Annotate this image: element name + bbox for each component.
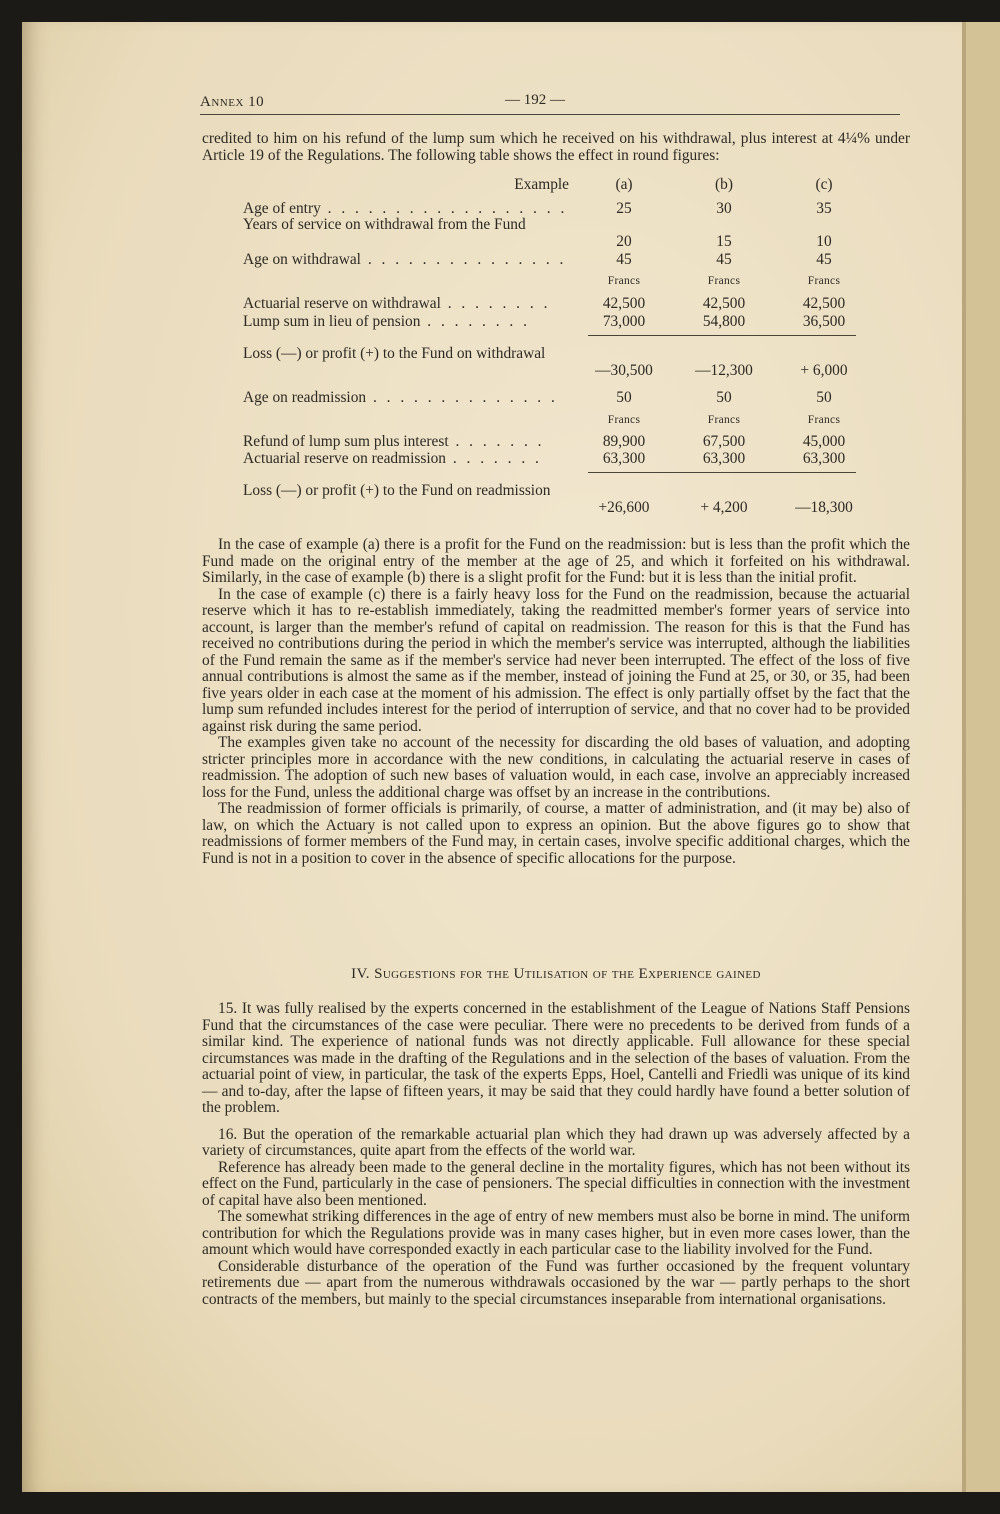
row-label: Actuarial reserve on readmission . . . . . . . [243, 450, 542, 467]
cell-b: + 4,200 [700, 499, 748, 516]
annex-label: Annex 10 [200, 94, 265, 110]
cell-b: 15 [716, 233, 732, 250]
page-number: — 192 — [505, 92, 565, 108]
paragraph: The somewhat striking differences in the age of entry of new members must also be borne in mind. The uniform contribution for which the Regulations provide was in many cases higher, but in even more cases lower, than the amount which would have corresponded exactly in each particular case to the liability involved for the Fund. [202, 1208, 910, 1258]
col-a-heading: (a) [615, 176, 633, 193]
table-row [243, 433, 863, 450]
col-c-heading: (c) [815, 176, 833, 193]
cell-b: 45 [716, 251, 732, 268]
cell-c: 45,000 [802, 433, 846, 450]
cell-c: 63,300 [802, 450, 846, 467]
row-label: Age of entry . . . . . . . . . . . . . . . . . . [243, 200, 568, 217]
cell-b: 30 [716, 200, 732, 217]
unit-a: Francs [607, 275, 641, 287]
cell-b: 54,800 [702, 313, 746, 330]
paragraph: In the case of example (c) there is a fairly heavy loss for the Fund on the readmission, because the actuarial reserve which it has to re-establish immediately, taking the readmitted member's former years of service into account, is larger than the member's refund of capital on readmission. The reason for this is that the Fund has received no contributions during the period in which the member's service was interrupted, although the liabilities of the Fund remain the same as if the member's service had never been interrupted. The effect of the loss of five annual contributions is almost the same as if the member, instead of joining the Fund at 25, or 30, or 35, had been five years older in each case at the moment of his admission. The effect is only partially offset by the fact that the lump sum refunded includes interest for the period of interruption of service, and that no cover had to be provided against risk during the same period. [202, 585, 910, 735]
row-label: Age on readmission . . . . . . . . . . . . . . [243, 389, 558, 406]
cell-b: 67,500 [702, 433, 746, 450]
intro-paragraph [202, 131, 910, 164]
table-row [243, 295, 863, 312]
cell-b: 63,300 [702, 450, 746, 467]
unit-row [243, 275, 863, 292]
row-label: Refund of lump sum plus interest . . . . . . . [243, 433, 545, 450]
table-row [243, 217, 863, 251]
row-label: Years of service on withdrawal from the Fund [243, 217, 526, 233]
cell-c: 50 [816, 389, 832, 406]
table-rule [588, 472, 856, 473]
unit-row [243, 414, 863, 431]
cell-b: 42,500 [702, 295, 746, 312]
example-heading: Example [514, 176, 569, 193]
paragraph: The examples given take no account of the necessity for discarding the old bases of valuation, and adopting stricter principles more in accordance with the new conditions, in calculating the actuarial reserve in cases of readmission. The adoption of such new bases of valuation would, in each case, involve an appreciably increased loss for the Fund, unless the additional charge was offset by an increase in the contributions. [202, 734, 910, 801]
col-b-heading: (b) [715, 176, 733, 193]
cell-c: —18,300 [795, 499, 853, 516]
cell-a: 73,000 [602, 313, 646, 330]
table-row [243, 346, 863, 380]
row-label: Age on withdrawal . . . . . . . . . . . . . . . [243, 251, 567, 268]
cell-a: +26,600 [598, 499, 650, 516]
cell-a: —30,500 [595, 362, 653, 379]
table-row [243, 450, 863, 467]
unit-b: Francs [707, 414, 741, 426]
paragraph: In the case of example (a) there is a profit for the Fund on the readmission: but is less than the profit which the Fund made on the original entry of the member at the age of 25, and which it forfeited on his withdrawal. Similarly, in the case of example (b) there is a slight profit for the Fund: but it is less than the initial profit. [202, 536, 910, 586]
paragraph: The readmission of former officials is primarily, of course, a matter of administration, and (it may be) also of law, on which the Actuary is not called upon to express an opinion. But the above figures go to show that readmissions of former members of the Fund may, in certain cases, involve specific additional charges, which the Fund is not in a position to cover in the absence of specific allocations for the purpose. [202, 800, 910, 867]
paragraph: Considerable disturbance of the operation of the Fund was further occasioned by the frequent voluntary retirements due — apart from the numerous withdrawals occasioned by the war — partly perhaps to the short contracts of the members, but mainly to the special circumstances inseparable from international organisations. [202, 1257, 910, 1308]
table-row [243, 200, 863, 217]
cell-c: 42,500 [802, 295, 846, 312]
table-header-row [243, 176, 863, 193]
cell-a: 63,300 [602, 450, 646, 467]
unit-c: Francs [807, 275, 841, 287]
cell-a: 89,900 [602, 433, 646, 450]
table-row [243, 483, 863, 517]
cell-b: 50 [716, 389, 732, 406]
table-row [243, 313, 863, 330]
section-heading: IV. Suggestions for the Utilisation of the Experience gained [351, 966, 761, 982]
suggestions-section [202, 1001, 910, 1308]
paragraph-16: 16. But the operation of the remarkable actuarial plan which they had drawn up was adversely affected by a variety of circumstances, quite apart from the effects of the world war. [202, 1125, 910, 1159]
cell-a: 50 [616, 389, 632, 406]
table-row [243, 389, 863, 406]
paragraph: Reference has already been made to the general decline in the mortality figures, which has not been without its effect on the Fund, particularly in the case of pensioners. The special difficulties in connection with the investment of capital have also been mentioned. [202, 1158, 910, 1209]
running-header [200, 90, 900, 115]
cell-c: 10 [816, 233, 832, 250]
row-label: Loss (—) or profit (+) to the Fund on readmission [243, 483, 551, 499]
table-rule [588, 335, 856, 336]
cell-c: 45 [816, 251, 832, 268]
row-label: Lump sum in lieu of pension . . . . . . . . [243, 313, 530, 330]
cell-a: 20 [616, 233, 632, 250]
unit-a: Francs [607, 414, 641, 426]
row-label: Loss (—) or profit (+) to the Fund on withdrawal [243, 346, 546, 362]
cell-a: 42,500 [602, 295, 646, 312]
next-page-edge [962, 22, 1000, 1492]
cell-c: 36,500 [802, 313, 846, 330]
table-row [243, 251, 863, 268]
intro-text: credited to him on his refund of the lump sum which he received on his withdrawal, plus interest at 4¼% under Article 19 of the Regulations. The following table shows the effect in round figures: [202, 130, 910, 164]
cell-a: 45 [616, 251, 632, 268]
cell-a: 25 [616, 200, 632, 217]
unit-c: Francs [807, 414, 841, 426]
row-label: Actuarial reserve on withdrawal . . . . . . . . [243, 295, 551, 312]
discussion-section [202, 537, 910, 867]
paragraph-15: 15. It was fully realised by the experts concerned in the establishment of the League of Nations Staff Pensions Fund that the circumstances of the case were peculiar. There were no precedents to be derived from funds of a similar kind. The experience of national funds was not directly applicable. Full allowance for these special circumstances was made in the drafting of the Regulations and in the selection of the bases of valuation. From the actuarial point of view, in particular, the task of the experts Epps, Hoel, Cantelli and Friedli was unique of its kind — and to-day, after the lapse of fifteen years, it may be said that they could hardly have found a better solution of the problem. [202, 1000, 910, 1116]
unit-b: Francs [707, 275, 741, 287]
cell-c: 35 [816, 200, 832, 217]
cell-c: + 6,000 [800, 362, 848, 379]
cell-b: —12,300 [695, 362, 753, 379]
